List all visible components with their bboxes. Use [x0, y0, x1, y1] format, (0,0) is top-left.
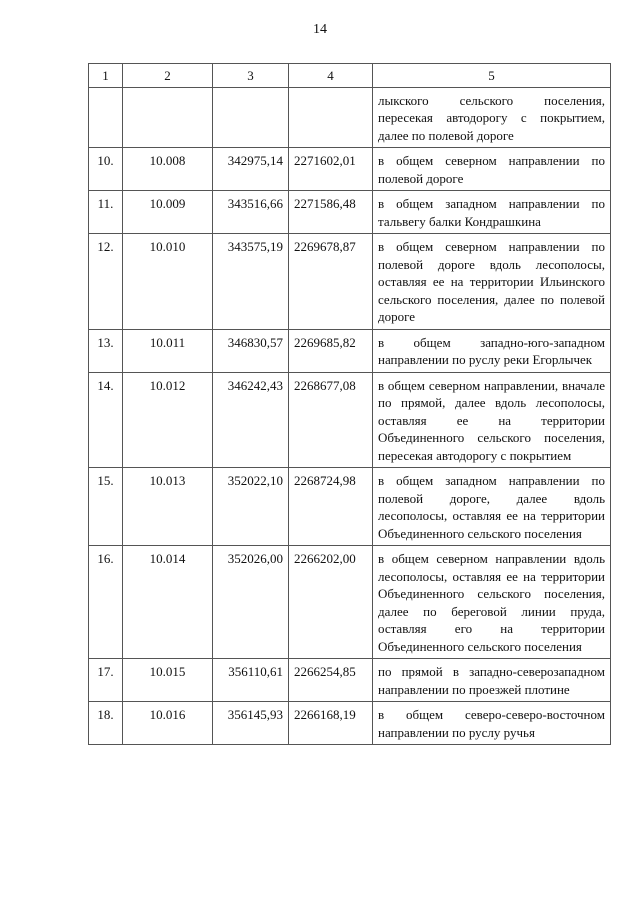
row-number: 18. — [89, 702, 123, 745]
point-id: 10.014 — [123, 546, 213, 659]
row-number: 11. — [89, 191, 123, 234]
coordinate-x: 356110,61 — [213, 659, 289, 702]
coordinate-x: 343516,66 — [213, 191, 289, 234]
route-description: в общем западном направлении по полевой дороге, далее вдоль лесополосы, оставляя ее на территории Объединенного сельского поселения — [373, 468, 611, 546]
row-number: 14. — [89, 372, 123, 468]
coordinate-y: 2268677,08 — [289, 372, 373, 468]
table-row — [89, 234, 611, 330]
table-row — [89, 659, 611, 702]
table-row — [89, 546, 611, 659]
coordinate-x: 342975,14 — [213, 148, 289, 191]
coordinate-y: 2271602,01 — [289, 148, 373, 191]
coordinate-x: 346242,43 — [213, 372, 289, 468]
column-header-1: 1 — [89, 64, 123, 88]
coordinate-x: 346830,57 — [213, 329, 289, 372]
row-number: 10. — [89, 148, 123, 191]
empty-cell — [289, 87, 373, 148]
column-header-5: 5 — [373, 64, 611, 88]
empty-cell — [213, 87, 289, 148]
point-id: 10.012 — [123, 372, 213, 468]
column-header-4: 4 — [289, 64, 373, 88]
coordinate-y: 2266254,85 — [289, 659, 373, 702]
coordinate-x: 352026,00 — [213, 546, 289, 659]
coordinate-y: 2269685,82 — [289, 329, 373, 372]
route-description: в общем западно-юго-западном направлении по руслу реки Егорлычек — [373, 329, 611, 372]
coordinate-x: 343575,19 — [213, 234, 289, 330]
route-description: в общем северном направлении вдоль лесополосы, оставляя ее на территории Объединенного сельского поселения, далее по береговой линии пруда, оставляя его на территории Объединенного сельского поселения — [373, 546, 611, 659]
boundary-table — [88, 63, 611, 745]
table-header-row — [89, 64, 611, 88]
continuation-row — [89, 87, 611, 148]
table-row — [89, 329, 611, 372]
page-number: 14 — [313, 22, 327, 37]
table-row — [89, 372, 611, 468]
coordinate-y: 2269678,87 — [289, 234, 373, 330]
point-id: 10.009 — [123, 191, 213, 234]
coordinate-y: 2266168,19 — [289, 702, 373, 745]
point-id: 10.008 — [123, 148, 213, 191]
row-number: 12. — [89, 234, 123, 330]
row-number: 15. — [89, 468, 123, 546]
point-id: 10.016 — [123, 702, 213, 745]
route-description: в общем западном направлении по тальвегу балки Кондрашкина — [373, 191, 611, 234]
coordinate-x: 352022,10 — [213, 468, 289, 546]
route-description: в общем северном направлении, вначале по прямой, далее вдоль лесополосы, оставляя ее на территории Объединенного сельского поселения, пересекая автодорогу с покрытием — [373, 372, 611, 468]
row-number: 13. — [89, 329, 123, 372]
table-row — [89, 191, 611, 234]
table-row — [89, 702, 611, 745]
route-description: в общем северо-северо-восточном направлении по руслу ручья — [373, 702, 611, 745]
route-description: в общем северном направлении по полевой дороге — [373, 148, 611, 191]
table-row — [89, 468, 611, 546]
table-row — [89, 148, 611, 191]
row-number: 16. — [89, 546, 123, 659]
coordinate-y: 2271586,48 — [289, 191, 373, 234]
row-number: 17. — [89, 659, 123, 702]
coordinate-y: 2266202,00 — [289, 546, 373, 659]
column-header-3: 3 — [213, 64, 289, 88]
empty-cell — [123, 87, 213, 148]
column-header-2: 2 — [123, 64, 213, 88]
route-description: в общем северном направлении по полевой дороге вдоль лесополосы, оставляя ее на территории Ильинского сельского поселения, далее по полевой дороге — [373, 234, 611, 330]
point-id: 10.013 — [123, 468, 213, 546]
continuation-description: лыкского сельского поселения, пересекая автодорогу с покрытием, далее по полевой дороге — [373, 87, 611, 148]
point-id: 10.015 — [123, 659, 213, 702]
point-id: 10.011 — [123, 329, 213, 372]
point-id: 10.010 — [123, 234, 213, 330]
empty-cell — [89, 87, 123, 148]
coordinate-x: 356145,93 — [213, 702, 289, 745]
route-description: по прямой в западно-северозападном направлении по проезжей плотине — [373, 659, 611, 702]
coordinate-y: 2268724,98 — [289, 468, 373, 546]
